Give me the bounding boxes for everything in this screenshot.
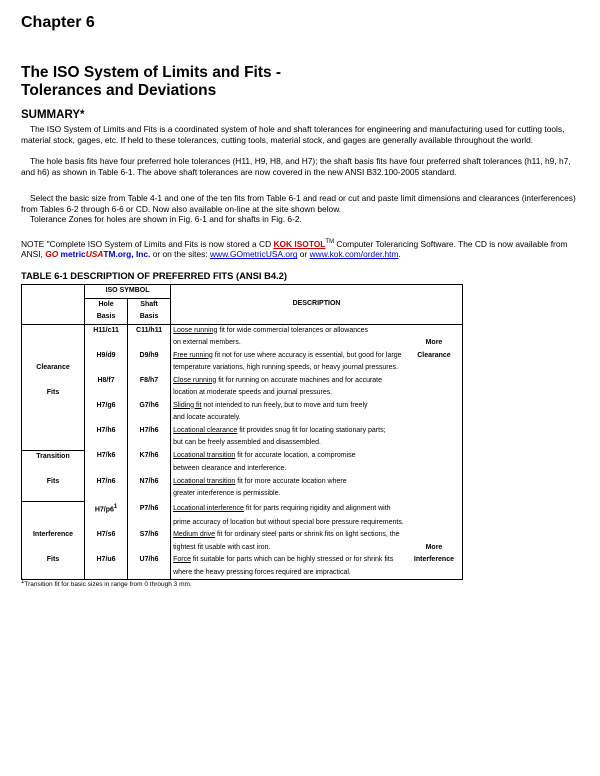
chapter-heading: Chapter 6 [21,14,95,31]
gometric-go: GO [45,249,59,260]
gometric-metric: metric [58,249,86,260]
shaft-symbol: C11/h11 [128,324,171,337]
summary-heading: SUMMARY* [21,109,85,121]
table-footnote [21,579,192,588]
paragraph-3-text: Select the basic size from Table 4-1 and one of the ten fits from Table 6-1 and read or cut and paste limit dimensions and clearances (interferences) from Tables 6-2 through 6-6 or CD. Now also available on-line at the site shown below. [21,193,576,214]
preferred-fits-table: ISO SYMBOL DESCRIPTION Hole Shaft Basis Basis H11/c11 C11/h11 Loose running fit for wide commercial tolerances or allowances on external members. More H9/d9 D9/h9 Free running fit not for use where accuracy is essential, but good for large Clearance Clearance temperature variations, high running speeds, or heavy journal pressures. H8/f7 F8/h7 Close running fit for running on accurate machines and for accurate Fits location at moderate speeds and journal pressures. H7/g6 G7/h6 Sliding fit not intended to run freely, but to move and turn freely and locate accurately. H7/h6 H7/h6 Locational clearance fit provides snug fit for locating stationary parts; but can be freely assembled and disassembled. Transition H7/k6 K7/h6 Locational transition fit for accurate location, a compromise between clearance and interference. Fits H7/n6 N7/h6 Locational transition fit for more accurate location where greater interference is permissible. $H7/p6^1$ P7/h6 Locational interference fit for parts requiring rigidity and alignment with prime accuracy of location but without special bore pressure requirements. Interference H7/s6 S7/h6 Medium drive fit for ordinary steel parts or shrink fits on light sections, the tightest fit usable with cast iron. More Fits H7/u6 U7/h6 Force fit suitable for parts which can be highly stressed or for shrink fits Interference where the heavy pressing forces required are impractical. [21,284,463,580]
hole-basis-header: Basis [85,311,128,324]
fit-description: Locational clearance fit provides snug fit for locating stationary parts; [173,426,386,434]
fit-name: Force [173,556,191,564]
hole-symbol: H7/n6 [85,476,128,489]
shaft-symbol: H7/h6 [128,425,171,438]
fit-name: Free running [173,351,213,359]
fit-name: Loose running [173,326,218,334]
hole-symbol: H7/h6 [85,425,128,438]
fit-description: Locational transition fit for more accurate location where [173,477,347,485]
title-line-2: Tolerances and Deviations [21,82,217,99]
paragraph-3 [21,193,583,214]
note-end: . [398,249,401,260]
hole-symbol: $H7/p6^1$ [85,501,128,517]
fit-description: Locational interference fit for parts requiring rigidity and alignment with [173,504,391,512]
fit-name: Locational clearance [173,426,238,434]
gometricusa-link[interactable]: www.GOmetricUSA.org [209,249,298,260]
shaft-symbol: S7/h6 [128,529,171,542]
gometric-usa: USA [85,249,104,260]
page-title [21,64,281,100]
gometric-brand [45,249,150,259]
table-row [22,350,463,363]
table-row [22,425,463,438]
tm-mark: TM [325,239,335,245]
shaft-basis-header: Basis [128,311,171,324]
fit-description: Locational transition fit for accurate location, a compromise [173,452,356,460]
fit-description: Force fit suitable for parts which can be highly stressed or for shrink fits [173,556,394,564]
category-clearance: Clearance [22,362,85,375]
paragraph-1 [21,124,583,145]
fit-name: Sliding fit [173,401,202,409]
more-interference-label: Interference [406,554,463,567]
table-row [22,450,463,463]
fit-name: Medium drive [173,531,216,539]
category-transition: Transition [22,450,85,463]
hole-symbol: H7/u6 [85,554,128,567]
fit-description: Free running fit not for use where accuracy is essential, but good for large [173,351,402,359]
more-label: More [406,337,463,350]
paragraph-4-text: Tolerance Zones for holes are shown in Fig. 6-1 and for shafts in Fig. 6-2. [30,214,302,224]
hole-header: Hole [85,298,128,311]
category-interference-fits: Fits [22,554,85,567]
description-header: DESCRIPTION [171,285,463,325]
table-row [22,501,463,517]
fit-name: Locational interference [173,504,244,512]
shaft-symbol: D9/h9 [128,350,171,363]
hole-symbol: H8/f7 [85,375,128,388]
note-mid2: or on the sites: [150,249,208,260]
more-clearance-label: Clearance [406,350,463,363]
gometric-tail: TM.org, Inc. [103,249,151,260]
fit-name: Locational transition [173,452,236,460]
fit-name: Close running [173,376,217,384]
paragraph-2 [21,156,583,177]
table-row [22,324,463,337]
kok-order-link[interactable]: www.kok.com/order.htm [309,249,399,260]
kok-isotol-link[interactable]: KOK ISOTOL [273,238,326,249]
note-mid: Computer Tolerancing Software. The CD is now available from ANSI, [21,238,568,260]
table-title: TABLE 6-1 DESCRIPTION OF PREFERRED FITS (ANSI B4.2) [21,270,287,281]
shaft-symbol: K7/h6 [128,450,171,463]
table-row [22,476,463,489]
title-line-1: The ISO System of Limits and Fits - [21,64,282,81]
category-transition-fits: Fits [22,476,85,489]
fit-description: Loose running fit for wide commercial tolerances or allowances [173,326,368,334]
shaft-symbol: U7/h6 [128,554,171,567]
hole-symbol: H7/g6 [85,400,128,413]
more-label-2: More [406,542,463,555]
hole-symbol: H9/d9 [85,350,128,363]
category-clearance-fits: Fits [22,387,85,400]
shaft-symbol: G7/h6 [128,400,171,413]
iso-symbol-header: ISO SYMBOL [85,285,171,299]
category-interference: Interference [22,529,85,542]
hole-symbol: H11/c11 [85,324,128,337]
footnote-number: 1 [21,579,25,585]
footnote-mark: 1 [113,504,118,510]
shaft-header: Shaft [128,298,171,311]
paragraph-1-text: The ISO System of Limits and Fits is a coordinated system of hole and shaft tolerances for engineering and manufacturing used for cutting tools, material stock, gages, etc. If held to these tolerances, cutting tools, material stock, and gages are generally available throughout the world. [21,124,565,145]
note-or: or [297,249,310,260]
hole-symbol: H7/s6 [85,529,128,542]
fit-description: Medium drive fit for ordinary steel parts or shrink fits on light sections, the [173,531,400,539]
paragraph-2-text: The hole basis fits have four preferred hole tolerances (H11, H9, H8, and H7); the shaft basis fits have four preferred shaft tolerances (h11, h9, h7, and h6) as shown in Table 6-1. The above shaft tolerances are now covered in the new ANSI B32.100-2005 standard. [21,156,571,177]
footnote-text: Transition fit for basic sizes in range from 0 through 3 mm. [24,581,192,589]
table-row [22,375,463,388]
paragraph-4 [21,214,583,225]
shaft-symbol: F8/h7 [128,375,171,388]
table-row [22,400,463,413]
note-prefix: NOTE "Complete ISO System of Limits and Fits is now stored a CD [21,238,274,249]
table-row [22,554,463,567]
fit-description: Sliding fit not intended to run freely, but to move and turn freely [173,401,368,409]
fit-description: Close running fit for running on accurate machines and for accurate [173,376,383,384]
note-paragraph [21,237,583,260]
table-row [22,529,463,542]
shaft-symbol: P7/h6 [128,501,171,517]
table-header-row [22,285,463,299]
fit-name: Locational transition [173,477,236,485]
shaft-symbol: N7/h6 [128,476,171,489]
hole-symbol: H7/k6 [85,450,128,463]
